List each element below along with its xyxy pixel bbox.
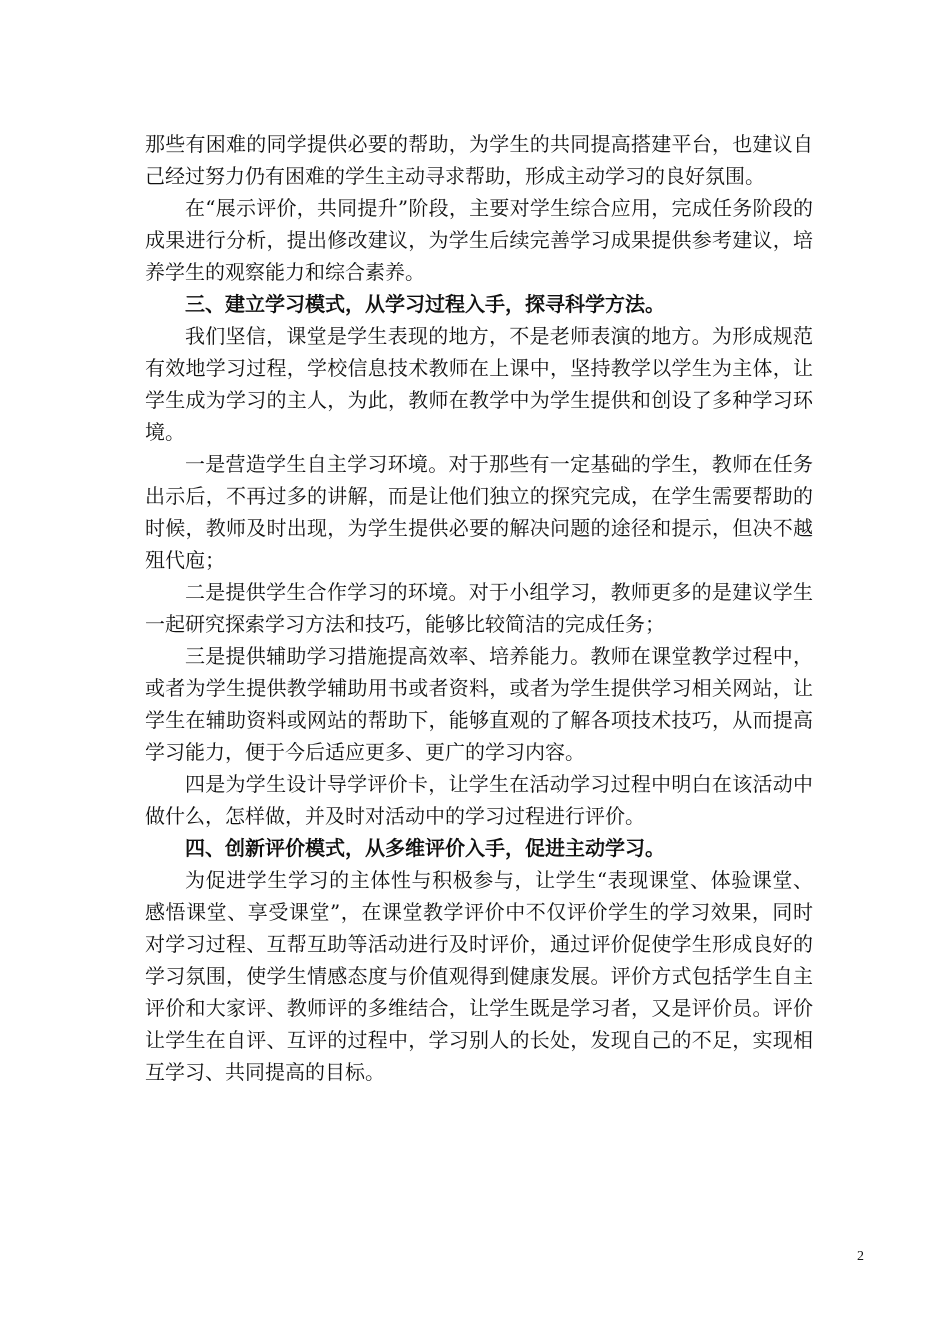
paragraph-showcase-evaluation: 在“展示评价，共同提升”阶段，主要对学生综合应用，完成任务阶段的成果进行分析，提出修改建议，为学生后续完善学习成果提供参考建议，培养学生的观察能力和综合素养。 bbox=[145, 196, 813, 284]
paragraph-assisted-learning: 三是提供辅助学习措施提高效率、培养能力。教师在课堂教学过程中，或者为学生提供教学辅助用书或者资料，或者为学生提供学习相关网站，让学生在辅助资料或网站的帮助下，能够直观的了解各项技术技巧，从而提高学习能力，便于今后适应更多、更广的学习内容。 bbox=[145, 644, 813, 764]
paragraph-self-learning: 一是营造学生自主学习环境。对于那些有一定基础的学生，教师在任务出示后，不再过多的讲解，而是让他们独立的探究完成，在学生需要帮助的时候，教师及时出现，为学生提供必要的解决问题的途径和提示，但决不越殂代庖； bbox=[145, 452, 813, 572]
paragraph-cooperative-learning: 二是提供学生合作学习的环境。对于小组学习，教师更多的是建议学生一起研究探索学习方法和技巧，能够比较简洁的完成任务； bbox=[145, 580, 813, 636]
document-body bbox=[145, 128, 813, 1088]
paragraph-continuation: 那些有困难的同学提供必要的帮助，为学生的共同提高搭建平台，也建议自己经过努力仍有困难的学生主动寻求帮助，形成主动学习的良好氛围。 bbox=[145, 132, 813, 188]
paragraph-guide-card: 四是为学生设计导学评价卡，让学生在活动学习过程中明白在该活动中做什么，怎样做，并及时对活动中的学习过程进行评价。 bbox=[145, 772, 813, 828]
section-heading-three: 三、建立学习模式，从学习过程入手，探寻科学方法。 bbox=[185, 292, 665, 316]
paragraph-evaluation-mode: 为促进学生学习的主体性与积极参与，让学生“表现课堂、体验课堂、感悟课堂、享受课堂”，在课堂教学评价中不仅评价学生的学习效果，同时对学习过程、互帮互助等活动进行及时评价，通过评价促使学生形成良好的学习氛围，使学生情感态度与价值观得到健康发展。评价方式包括学生自主评价和大家评、教师评的多维结合，让学生既是学习者，又是评价员。评价让学生在自评、互评的过程中，学习别人的长处，发现自己的不足，实现相互学习、共同提高的目标。 bbox=[145, 868, 813, 1084]
paragraph-classroom-belief: 我们坚信，课堂是学生表现的地方，不是老师表演的地方。为形成规范有效地学习过程，学校信息技术教师在上课中，坚持教学以学生为主体，让学生成为学习的主人，为此，教师在教学中为学生提供和创设了多种学习环境。 bbox=[145, 324, 813, 444]
section-heading-four: 四、创新评价模式，从多维评价入手，促进主动学习。 bbox=[185, 836, 665, 860]
page-number: 2 bbox=[857, 1249, 864, 1264]
